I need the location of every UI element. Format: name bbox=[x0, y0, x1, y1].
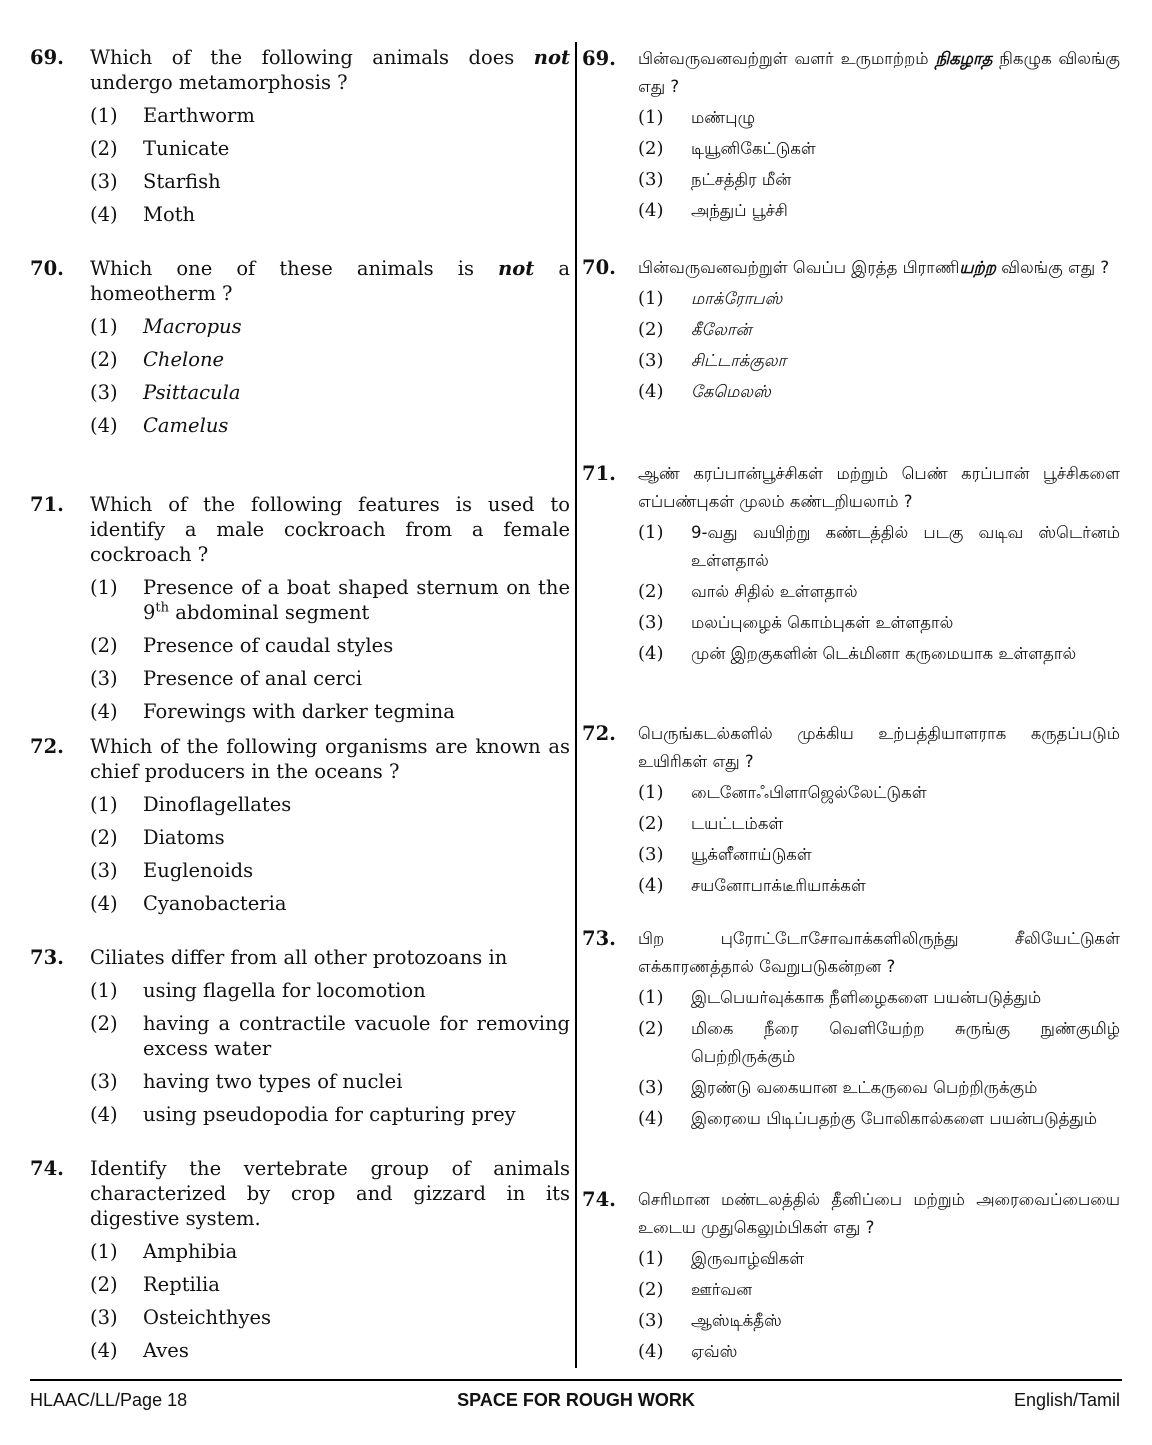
stem-text: யற்ற bbox=[959, 258, 996, 277]
answer-option bbox=[90, 792, 570, 817]
option-text-part: Tunicate bbox=[143, 137, 230, 160]
question-ta-73 bbox=[582, 925, 1120, 1133]
option-text-part: ஆஸ்டிக்தீஸ் bbox=[691, 1311, 782, 1330]
answer-option bbox=[90, 1011, 570, 1061]
option-text bbox=[143, 1102, 570, 1127]
option-text bbox=[691, 841, 1120, 869]
option-number: (2) bbox=[90, 1012, 118, 1035]
option-text bbox=[691, 609, 1120, 637]
stem-text: நிகழாத bbox=[935, 49, 993, 68]
option-text bbox=[691, 1074, 1120, 1102]
option-text-part: மலப்புழைக் கொம்புகள் உள்ளதால் bbox=[691, 613, 954, 632]
option-number: (1) bbox=[90, 979, 118, 1002]
option-text bbox=[691, 1338, 1120, 1366]
question-number: 74. bbox=[582, 1188, 616, 1211]
stem-text: undergo metamorphosis ? bbox=[90, 71, 348, 94]
option-number: (2) bbox=[90, 348, 118, 371]
option-text bbox=[143, 169, 570, 194]
option-text-part: மிகை நீரை வெளியேற்ற சுருங்கு நுண்குமிழ் பெற்றிருக்கும் bbox=[691, 1019, 1120, 1066]
question-number: 69. bbox=[582, 47, 616, 70]
option-text bbox=[143, 575, 570, 625]
answer-option bbox=[90, 380, 570, 405]
answer-option bbox=[90, 633, 570, 658]
option-text-part: Psittacula bbox=[143, 381, 241, 404]
question-ta-70 bbox=[582, 254, 1120, 406]
option-text bbox=[143, 792, 570, 817]
option-number: (2) bbox=[638, 581, 664, 602]
option-number: (1) bbox=[638, 987, 664, 1008]
option-number: (3) bbox=[638, 169, 664, 190]
answer-option bbox=[90, 891, 570, 916]
option-number: (1) bbox=[638, 782, 664, 803]
option-text bbox=[691, 1105, 1120, 1133]
question-en-72 bbox=[30, 734, 570, 916]
stem-text: பின்வருவனவற்றுள் வெப்ப இரத்த பிராணி bbox=[638, 258, 960, 277]
option-text bbox=[691, 1015, 1120, 1071]
stem-text: Identify the vertebrate group of animals characterized by crop and gizzard in its digestive system. bbox=[90, 1157, 570, 1230]
option-number: (4) bbox=[638, 643, 664, 664]
option-text bbox=[691, 347, 1120, 375]
option-text-part: Amphibia bbox=[143, 1240, 238, 1263]
stem-text: Which of the following features is used to identify a male cockroach from a female cockroach ? bbox=[90, 493, 570, 566]
option-text-part: கீலோன் bbox=[691, 320, 752, 339]
answer-option bbox=[90, 1239, 570, 1264]
stem-text: Which one of these animals is bbox=[90, 257, 499, 280]
option-text bbox=[691, 1307, 1120, 1335]
option-number: (3) bbox=[90, 667, 118, 690]
option-text bbox=[691, 1276, 1120, 1304]
question-number: 71. bbox=[582, 462, 616, 485]
answer-option bbox=[638, 1015, 1120, 1071]
option-text-part: Macropus bbox=[143, 315, 242, 338]
option-text bbox=[143, 825, 570, 850]
answer-option bbox=[90, 1305, 570, 1330]
stem-text: பின்வருவனவற்றுள் வளர் உருமாற்றம் bbox=[638, 49, 936, 68]
answer-option bbox=[638, 1307, 1120, 1335]
stem-text: not bbox=[533, 46, 570, 69]
option-number: (4) bbox=[90, 203, 118, 226]
option-number: (4) bbox=[638, 381, 664, 402]
option-text-part: Aves bbox=[143, 1339, 189, 1362]
language-label: English/Tamil bbox=[1013, 1390, 1120, 1410]
option-number: (3) bbox=[638, 1310, 664, 1331]
stem-text: Ciliates differ from all other protozoans in bbox=[90, 946, 508, 969]
option-text bbox=[691, 378, 1120, 406]
question-number: 71. bbox=[30, 493, 64, 516]
option-text bbox=[691, 578, 1120, 606]
option-number: (4) bbox=[638, 875, 664, 896]
question-en-71 bbox=[30, 492, 570, 724]
option-number: (2) bbox=[638, 813, 664, 834]
option-text-part: Osteichthyes bbox=[143, 1306, 272, 1329]
answer-option bbox=[90, 666, 570, 691]
option-text-part: Dinoflagellates bbox=[143, 793, 292, 816]
option-number: (3) bbox=[638, 612, 664, 633]
question-en-69 bbox=[30, 45, 570, 227]
question-ta-72 bbox=[582, 720, 1120, 900]
question-stem bbox=[90, 945, 570, 970]
option-text bbox=[143, 858, 570, 883]
question-en-70 bbox=[30, 256, 570, 438]
question-stem bbox=[638, 460, 1120, 516]
option-text-part: ஏவ்ஸ் bbox=[691, 1342, 738, 1361]
question-number: 70. bbox=[30, 257, 64, 280]
option-number: (3) bbox=[90, 1306, 118, 1329]
stem-text: not bbox=[498, 257, 535, 280]
answer-option bbox=[638, 135, 1120, 163]
option-text bbox=[691, 166, 1120, 194]
option-text-part: டயட்டம்கள் bbox=[691, 814, 784, 833]
option-text-part: Starfish bbox=[143, 170, 221, 193]
answer-option bbox=[638, 872, 1120, 900]
answer-option bbox=[90, 575, 570, 625]
question-stem bbox=[90, 45, 570, 95]
stem-text: செரிமான மண்டலத்தில் தீனிப்பை மற்றும் அரைவைப்பையை உடைய முதுகெலும்பிகள் எது ? bbox=[638, 1190, 1120, 1237]
option-text-part: முன் இறகுகளின் டெக்மினா கருமையாக உள்ளதால் bbox=[691, 644, 1077, 663]
answer-option bbox=[638, 347, 1120, 375]
option-text-part: இரையை பிடிப்பதற்கு போலிகால்களை பயன்படுத்தும் bbox=[691, 1109, 1098, 1128]
question-ta-69 bbox=[582, 45, 1120, 225]
option-number: (4) bbox=[638, 1108, 664, 1129]
option-number: (2) bbox=[638, 319, 664, 340]
stem-text: Which of the following organisms are known as chief producers in the oceans ? bbox=[90, 735, 570, 783]
answer-option bbox=[638, 1074, 1120, 1102]
answer-option bbox=[90, 413, 570, 438]
option-text-part: இடபெயர்வுக்காக நீளிழைகளை பயன்படுத்தும் bbox=[691, 988, 1042, 1007]
answer-option bbox=[90, 825, 570, 850]
option-text-part: யூக்ளீனாய்டுகள் bbox=[691, 845, 812, 864]
stem-text: நிகழுக விலங்கு எது ? bbox=[638, 49, 1120, 96]
option-number: (2) bbox=[90, 1273, 118, 1296]
option-text bbox=[691, 104, 1120, 132]
question-stem bbox=[90, 734, 570, 784]
option-text bbox=[143, 699, 570, 724]
option-number: (3) bbox=[90, 1070, 118, 1093]
option-text-part: having a contractile vacuole for removing excess water bbox=[143, 1012, 570, 1060]
option-number: (2) bbox=[638, 1018, 664, 1039]
option-number: (3) bbox=[90, 381, 118, 404]
answer-option bbox=[638, 1245, 1120, 1273]
option-text-part: Euglenoids bbox=[143, 859, 254, 882]
question-stem bbox=[638, 720, 1120, 776]
option-text bbox=[143, 1338, 570, 1363]
answer-option bbox=[90, 1102, 570, 1127]
option-number: (3) bbox=[90, 859, 118, 882]
option-text-part: Presence of caudal styles bbox=[143, 634, 394, 657]
answer-option bbox=[638, 984, 1120, 1012]
answer-option bbox=[90, 136, 570, 161]
option-number: (1) bbox=[638, 107, 664, 128]
answer-option bbox=[638, 841, 1120, 869]
option-text-part: Camelus bbox=[143, 414, 229, 437]
option-text-part: இருவாழ்விகள் bbox=[691, 1249, 805, 1268]
option-text-part: டியூனிகேட்டுகள் bbox=[691, 139, 816, 158]
answer-option bbox=[90, 858, 570, 883]
stem-text: Which of the following animals does bbox=[90, 46, 534, 69]
answer-option bbox=[638, 378, 1120, 406]
answer-option bbox=[90, 1272, 570, 1297]
option-text-part: Forewings with darker tegmina bbox=[143, 700, 455, 723]
answer-option bbox=[90, 169, 570, 194]
stem-text: a homeotherm ? bbox=[90, 257, 571, 305]
question-number: 72. bbox=[30, 735, 64, 758]
option-text-part: சிட்டாக்குலா bbox=[691, 351, 787, 370]
option-text-part: Earthworm bbox=[143, 104, 255, 127]
option-number: (2) bbox=[638, 1279, 664, 1300]
option-text-part: நட்சத்திர மீன் bbox=[691, 170, 792, 189]
option-number: (4) bbox=[90, 700, 118, 723]
option-text-part: மண்புழு bbox=[691, 108, 756, 127]
stem-text: பிற புரோட்டோசோவாக்களிலிருந்து சீலியேட்டுகள் எக்காரணத்தால் வேறுபடுகன்றன ? bbox=[638, 929, 1120, 976]
option-text bbox=[143, 314, 570, 339]
footer-rule bbox=[30, 1379, 1122, 1381]
question-stem bbox=[638, 1186, 1120, 1242]
option-number: (1) bbox=[638, 288, 664, 309]
option-text-part: கேமெலஸ் bbox=[691, 382, 771, 401]
answer-option bbox=[638, 640, 1120, 668]
question-number: 73. bbox=[30, 946, 64, 969]
answer-option bbox=[638, 519, 1120, 575]
option-text bbox=[691, 197, 1120, 225]
answer-option bbox=[638, 166, 1120, 194]
option-text-part: மாக்ரோபஸ் bbox=[691, 289, 783, 308]
answer-option bbox=[90, 978, 570, 1003]
option-text bbox=[691, 1245, 1120, 1273]
answer-option bbox=[90, 1069, 570, 1094]
answer-option bbox=[638, 609, 1120, 637]
option-text bbox=[143, 1272, 570, 1297]
question-stem bbox=[638, 254, 1120, 282]
option-text bbox=[143, 978, 570, 1003]
answer-option bbox=[90, 314, 570, 339]
question-en-73 bbox=[30, 945, 570, 1127]
answer-option bbox=[638, 1276, 1120, 1304]
stem-text: பெருங்கடல்களில் முக்கிய உற்பத்தியாளராக கருதப்படும் உயிரிகள் எது ? bbox=[638, 724, 1120, 771]
stem-text: ஆண் கரப்பான்பூச்சிகள் மற்றும் பெண் கரப்பான் பூச்சிகளை எப்பண்புகள் முலம் கண்டறியலாம் ? bbox=[638, 464, 1120, 511]
option-number: (3) bbox=[638, 350, 664, 371]
question-ta-74 bbox=[582, 1186, 1120, 1366]
answer-option bbox=[638, 1338, 1120, 1366]
option-number: (3) bbox=[638, 844, 664, 865]
question-ta-71 bbox=[582, 460, 1120, 668]
option-number: (4) bbox=[638, 1341, 664, 1362]
answer-option bbox=[90, 699, 570, 724]
option-text bbox=[691, 135, 1120, 163]
option-number: (4) bbox=[90, 892, 118, 915]
answer-option bbox=[638, 1105, 1120, 1133]
answer-option bbox=[638, 779, 1120, 807]
option-text-part: Presence of a boat shaped sternum on the 9 bbox=[143, 576, 570, 624]
stem-text: விலங்கு எது ? bbox=[995, 258, 1110, 277]
question-stem bbox=[90, 1156, 570, 1231]
option-text bbox=[143, 413, 570, 438]
option-number: (1) bbox=[90, 1240, 118, 1263]
answer-option bbox=[638, 810, 1120, 838]
option-number: (1) bbox=[90, 104, 118, 127]
question-stem bbox=[90, 256, 570, 306]
option-text bbox=[691, 810, 1120, 838]
answer-option bbox=[638, 104, 1120, 132]
question-number: 69. bbox=[30, 46, 64, 69]
option-number: (1) bbox=[638, 1248, 664, 1269]
column-divider bbox=[575, 42, 577, 1368]
option-text-part: Cyanobacteria bbox=[143, 892, 287, 915]
option-text bbox=[143, 136, 570, 161]
option-text bbox=[143, 202, 570, 227]
option-text-part: using flagella for locomotion bbox=[143, 979, 426, 1002]
option-number: (4) bbox=[638, 200, 664, 221]
option-number: (1) bbox=[638, 522, 664, 543]
option-text bbox=[691, 872, 1120, 900]
option-text-part: using pseudopodia for capturing prey bbox=[143, 1103, 516, 1126]
option-number: (1) bbox=[90, 576, 118, 599]
option-text bbox=[691, 285, 1120, 313]
page-code: HLAAC/LL/Page 18 bbox=[30, 1390, 188, 1410]
option-text-part: சயனோபாக்டீரியாக்கள் bbox=[691, 876, 866, 895]
option-text-part: ஊர்வன bbox=[691, 1280, 753, 1299]
answer-option bbox=[90, 103, 570, 128]
option-text-part: abdominal segment bbox=[169, 601, 370, 624]
option-number: (3) bbox=[90, 170, 118, 193]
answer-option bbox=[638, 578, 1120, 606]
option-text bbox=[143, 347, 570, 372]
option-text-part: Presence of anal cerci bbox=[143, 667, 363, 690]
option-text bbox=[143, 103, 570, 128]
answer-option bbox=[638, 316, 1120, 344]
option-text bbox=[143, 666, 570, 691]
option-text bbox=[691, 316, 1120, 344]
answer-option bbox=[90, 347, 570, 372]
answer-option bbox=[90, 202, 570, 227]
option-number: (1) bbox=[90, 793, 118, 816]
answer-option bbox=[90, 1338, 570, 1363]
answer-option bbox=[638, 197, 1120, 225]
question-stem bbox=[638, 925, 1120, 981]
option-number: (2) bbox=[638, 138, 664, 159]
option-text-part: 9-வது வயிற்று கண்டத்தில் படகு வடிவ ஸ்டெர்னம் உள்ளதால் bbox=[691, 523, 1120, 570]
option-number: (4) bbox=[90, 1339, 118, 1362]
question-stem bbox=[90, 492, 570, 567]
option-text-part: வால் சிதில் உள்ளதால் bbox=[691, 582, 858, 601]
question-number: 70. bbox=[582, 256, 616, 279]
answer-option bbox=[638, 285, 1120, 313]
question-number: 74. bbox=[30, 1157, 64, 1180]
question-number: 73. bbox=[582, 927, 616, 950]
option-text bbox=[691, 519, 1120, 575]
option-text-part: டைனோஃபிளாஜெல்லேட்டுகள் bbox=[691, 783, 927, 802]
option-number: (4) bbox=[90, 414, 118, 437]
option-number: (3) bbox=[638, 1077, 664, 1098]
option-text-part: இரண்டு வகையான உட்கருவை பெற்றிருக்கும் bbox=[691, 1078, 1038, 1097]
question-number: 72. bbox=[582, 722, 616, 745]
option-text-part: Moth bbox=[143, 203, 196, 226]
option-text bbox=[143, 1069, 570, 1094]
option-text-part: Chelone bbox=[143, 348, 225, 371]
option-number: (1) bbox=[90, 315, 118, 338]
question-stem bbox=[638, 45, 1120, 101]
rough-work-label: SPACE FOR ROUGH WORK bbox=[457, 1390, 695, 1410]
option-text bbox=[143, 380, 570, 405]
option-number: (4) bbox=[90, 1103, 118, 1126]
option-text bbox=[143, 633, 570, 658]
option-text bbox=[143, 891, 570, 916]
option-text-part: th bbox=[155, 600, 170, 616]
option-text bbox=[143, 1305, 570, 1330]
option-text-part: அந்துப் பூச்சி bbox=[691, 201, 788, 220]
option-text bbox=[143, 1011, 570, 1061]
option-text-part: Diatoms bbox=[143, 826, 225, 849]
option-number: (2) bbox=[90, 137, 118, 160]
option-text bbox=[691, 640, 1120, 668]
option-text bbox=[691, 984, 1120, 1012]
option-number: (2) bbox=[90, 634, 118, 657]
option-text bbox=[691, 779, 1120, 807]
option-text-part: having two types of nuclei bbox=[143, 1070, 403, 1093]
option-text-part: Reptilia bbox=[143, 1273, 220, 1296]
option-number: (2) bbox=[90, 826, 118, 849]
question-en-74 bbox=[30, 1156, 570, 1363]
option-text bbox=[143, 1239, 570, 1264]
